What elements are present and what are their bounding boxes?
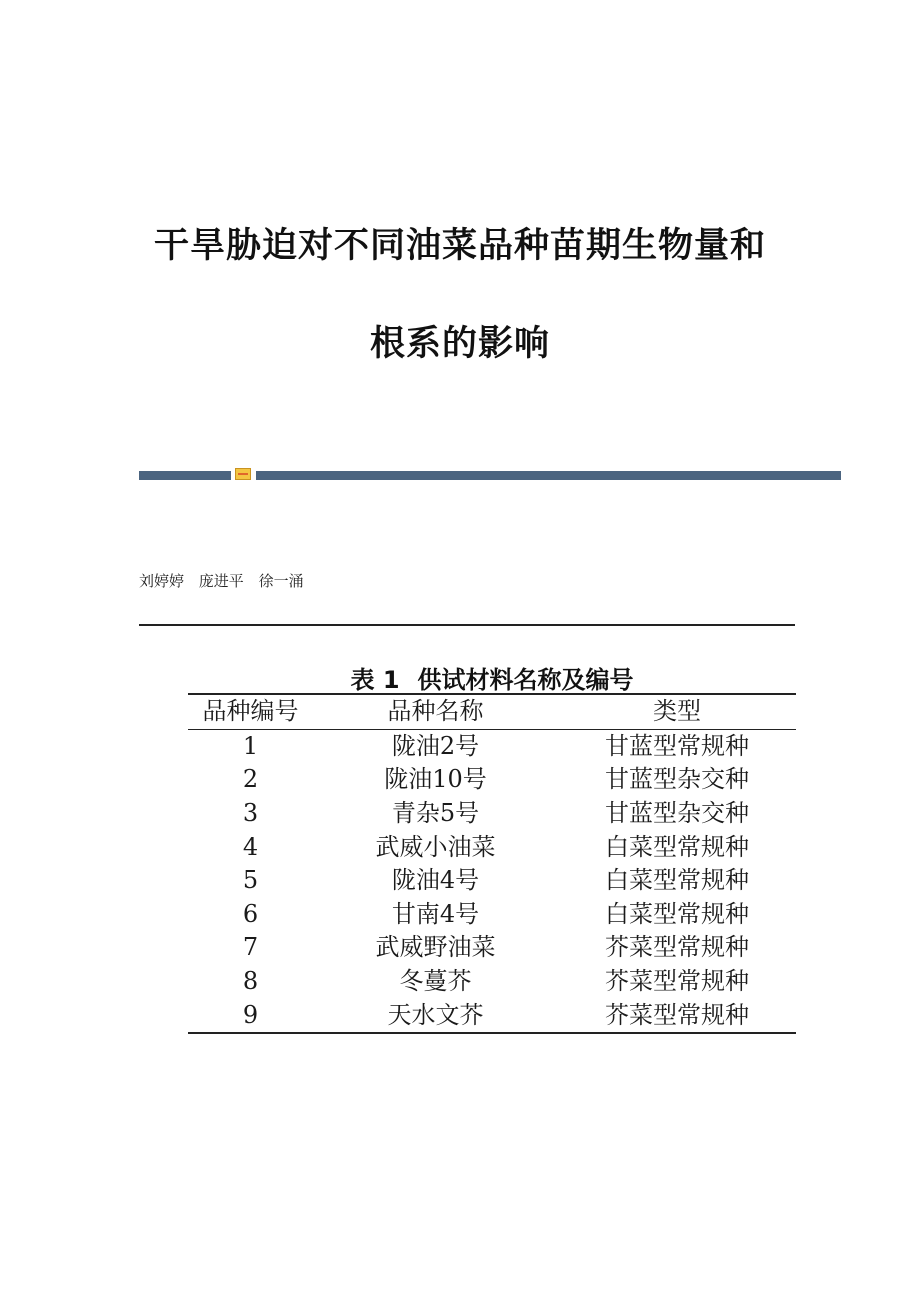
cell-variety-name: 青杂5号 [391, 799, 480, 828]
cell-variety-name: 武威野油菜 [375, 933, 496, 962]
cell-variety-type: 甘蓝型杂交种 [605, 799, 749, 828]
column-header: 品种名称 [387, 697, 484, 726]
materials-table [188, 693, 796, 1034]
table-caption-text: 供试材料名称及编号 [417, 666, 634, 694]
table-row [188, 864, 796, 898]
cell-variety-type: 甘蓝型常规种 [605, 731, 749, 760]
table-row [188, 797, 796, 831]
table-caption-number: 表 1 [350, 666, 400, 694]
document-title-line-1: 干旱胁迫对不同油菜品种苗期生物量和 [153, 226, 766, 266]
cell-variety-number: 6 [242, 899, 259, 928]
document-title-line-2: 根系的影响 [369, 324, 550, 364]
table-row [188, 898, 796, 932]
cell-variety-type: 白菜型常规种 [605, 866, 749, 895]
cell-variety-name: 陇油10号 [384, 765, 487, 794]
cell-variety-number: 3 [242, 799, 259, 828]
cell-variety-type: 芥菜型常规种 [605, 933, 749, 962]
cell-variety-number: 4 [242, 832, 259, 861]
cell-variety-name: 天水文芥 [387, 1000, 484, 1029]
cell-variety-type: 芥菜型常规种 [605, 1000, 749, 1029]
divider-bar-right [256, 471, 841, 480]
table-header-row [188, 694, 796, 729]
table-row [188, 830, 796, 864]
cell-variety-type: 白菜型常规种 [605, 832, 749, 861]
cell-variety-name: 陇油4号 [391, 866, 480, 895]
cell-variety-type: 甘蓝型杂交种 [605, 765, 749, 794]
cell-variety-number: 7 [242, 933, 259, 962]
author-list [139, 570, 314, 591]
author-name: 庞进平 [198, 572, 244, 590]
cell-variety-number: 5 [242, 866, 259, 895]
cell-variety-name: 武威小油菜 [375, 832, 496, 861]
cell-variety-number: 9 [242, 1000, 259, 1029]
table-row [188, 763, 796, 797]
cell-variety-number: 2 [242, 765, 259, 794]
column-header: 类型 [653, 697, 701, 726]
cell-variety-number: 8 [242, 967, 259, 996]
divider-bar-left [139, 471, 231, 480]
author-name: 刘婷婷 [139, 572, 185, 590]
cell-variety-name: 冬蔓芥 [399, 967, 472, 996]
cell-variety-number: 1 [242, 731, 259, 760]
table-row [188, 965, 796, 999]
cell-variety-type: 芥菜型常规种 [605, 967, 749, 996]
column-header: 品种编号 [202, 697, 299, 726]
table-row [188, 998, 796, 1033]
table-row [188, 729, 796, 763]
cell-variety-name: 陇油2号 [391, 731, 480, 760]
table-row [188, 931, 796, 965]
table-caption [188, 660, 796, 695]
horizontal-rule [139, 624, 795, 626]
cell-variety-name: 甘南4号 [391, 899, 480, 928]
author-name: 徐一涌 [258, 572, 304, 590]
section-divider [139, 471, 841, 480]
cell-variety-type: 白菜型常规种 [605, 899, 749, 928]
divider-badge-icon [235, 468, 251, 480]
